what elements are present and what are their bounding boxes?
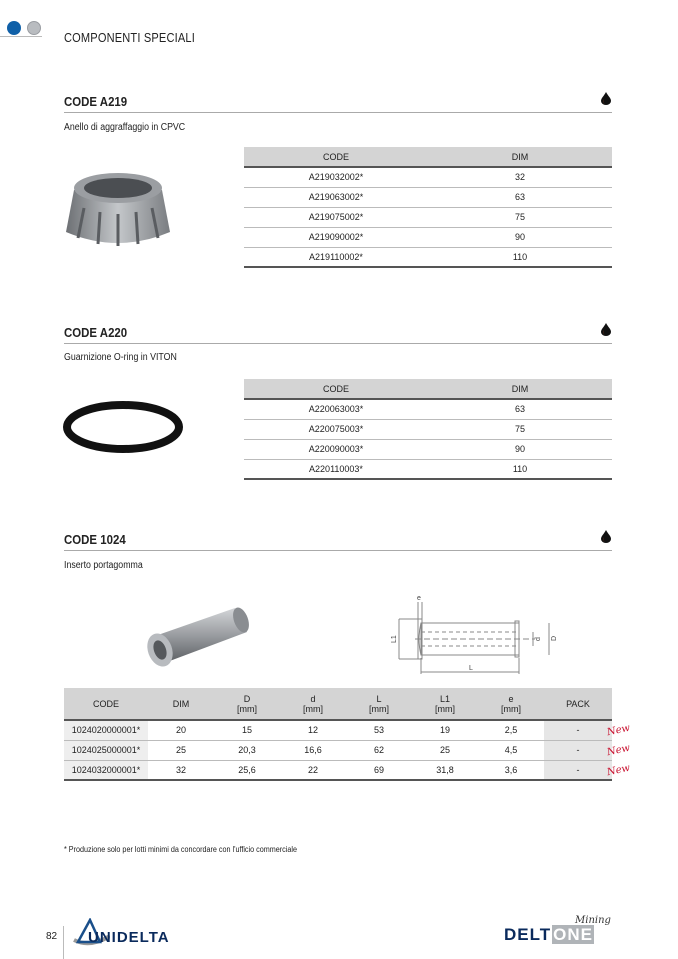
dim-label-l: L bbox=[469, 665, 473, 672]
crimp-ring-image bbox=[64, 168, 172, 248]
dim-cell: 32 bbox=[428, 167, 612, 187]
dim-cell: 110 bbox=[428, 459, 612, 479]
code-cell: A220063003* bbox=[244, 399, 428, 419]
page-number: 82 bbox=[46, 931, 58, 942]
dim-cell: 110 bbox=[428, 247, 612, 267]
column-header bbox=[346, 688, 412, 720]
section-subtitle: Guarnizione O-ring in VITON bbox=[64, 352, 177, 363]
hose-insert-image bbox=[143, 602, 253, 672]
column-header bbox=[148, 688, 214, 720]
value-cell: 12 bbox=[280, 720, 346, 740]
section-title: CODE A220 bbox=[64, 325, 128, 340]
column-label: e bbox=[508, 693, 514, 704]
page-title: COMPONENTI SPECIALI bbox=[64, 30, 195, 45]
column-label: DIM bbox=[172, 698, 190, 709]
column-label: L1 bbox=[439, 693, 450, 704]
table-row bbox=[244, 167, 612, 187]
column-header bbox=[214, 688, 280, 720]
code-cell: 1024020000001* bbox=[64, 720, 148, 740]
column-unit: [mm] bbox=[501, 703, 521, 714]
table-row bbox=[244, 247, 612, 267]
code-cell: A220090003* bbox=[244, 439, 428, 459]
table-row bbox=[244, 459, 612, 479]
dim-cell: 90 bbox=[428, 227, 612, 247]
divider bbox=[63, 926, 64, 959]
section-title: CODE 1024 bbox=[64, 532, 126, 547]
table-row bbox=[64, 720, 612, 740]
column-label: D bbox=[243, 693, 251, 704]
table-header-row bbox=[244, 147, 612, 167]
column-unit: [mm] bbox=[237, 703, 257, 714]
divider bbox=[64, 343, 612, 344]
o-ring-image bbox=[62, 400, 184, 454]
column-unit: [mm] bbox=[369, 703, 389, 714]
new-badge: New bbox=[606, 742, 632, 759]
code-cell: A219075002* bbox=[244, 207, 428, 227]
column-label: d bbox=[310, 693, 316, 704]
column-header bbox=[544, 688, 612, 720]
pack-cell: - bbox=[544, 720, 612, 740]
value-cell: 25,6 bbox=[214, 760, 280, 780]
value-cell: 22 bbox=[280, 760, 346, 780]
code-cell: A219110002* bbox=[244, 247, 428, 267]
divider bbox=[64, 112, 612, 113]
value-cell: 31,8 bbox=[412, 760, 478, 780]
column-header: DIM bbox=[428, 147, 612, 167]
table-row bbox=[244, 187, 612, 207]
drop-icon bbox=[601, 530, 611, 543]
value-cell: 53 bbox=[346, 720, 412, 740]
unidelta-logo: UNIDELTA bbox=[88, 929, 170, 946]
pack-cell: - bbox=[544, 760, 612, 780]
column-header bbox=[64, 688, 148, 720]
dim-label-e: e bbox=[417, 595, 421, 602]
code-table-a219 bbox=[244, 147, 612, 268]
column-unit: [mm] bbox=[303, 703, 323, 714]
code-cell: A220110003* bbox=[244, 459, 428, 479]
dim-cell: 75 bbox=[428, 207, 612, 227]
drop-icon bbox=[601, 92, 611, 105]
drop-icon bbox=[601, 323, 611, 336]
code-cell: A219032002* bbox=[244, 167, 428, 187]
footnote: * Produzione solo per lotti minimi da concordare con l'ufficio commerciale bbox=[64, 845, 297, 854]
code-table-1024 bbox=[64, 688, 612, 781]
column-header bbox=[280, 688, 346, 720]
value-cell: 3,6 bbox=[478, 760, 544, 780]
code-cell: 1024025000001* bbox=[64, 740, 148, 760]
value-cell: 20,3 bbox=[214, 740, 280, 760]
column-unit: [mm] bbox=[435, 703, 455, 714]
dim-cell: 75 bbox=[428, 419, 612, 439]
value-cell: 2,5 bbox=[478, 720, 544, 740]
dim-label-d-outer: D bbox=[551, 635, 558, 641]
blue-dot-icon bbox=[7, 21, 21, 35]
pack-cell: - bbox=[544, 740, 612, 760]
table-row bbox=[244, 399, 612, 419]
technical-drawing bbox=[385, 592, 565, 678]
column-label: PACK bbox=[566, 698, 590, 709]
column-header: CODE bbox=[244, 147, 428, 167]
new-badge: New bbox=[606, 722, 632, 739]
divider bbox=[0, 36, 42, 37]
section-subtitle: Anello di aggraffaggio in CPVC bbox=[64, 122, 186, 133]
section-title: CODE A219 bbox=[64, 94, 128, 109]
value-cell: 16,6 bbox=[280, 740, 346, 760]
value-cell: 25 bbox=[412, 740, 478, 760]
value-cell: 20 bbox=[148, 720, 214, 740]
new-badge: New bbox=[606, 762, 632, 779]
column-label: CODE bbox=[92, 698, 119, 709]
mining-tag: Mining bbox=[575, 915, 611, 926]
value-cell: 32 bbox=[148, 760, 214, 780]
value-cell: 25 bbox=[148, 740, 214, 760]
dim-cell: 63 bbox=[428, 187, 612, 207]
dim-label-d-inner: d bbox=[535, 637, 542, 641]
value-cell: 15 bbox=[214, 720, 280, 740]
dim-cell: 63 bbox=[428, 399, 612, 419]
table-header-row bbox=[244, 379, 612, 399]
table-header-row bbox=[64, 688, 612, 720]
value-cell: 62 bbox=[346, 740, 412, 760]
table-row bbox=[64, 760, 612, 780]
column-header: DIM bbox=[428, 379, 612, 399]
code-cell: A219090002* bbox=[244, 227, 428, 247]
value-cell: 4,5 bbox=[478, 740, 544, 760]
column-label: L bbox=[376, 693, 382, 704]
section-subtitle: Inserto portagomma bbox=[64, 560, 143, 571]
table-row bbox=[244, 207, 612, 227]
value-cell: 69 bbox=[346, 760, 412, 780]
code-cell: A220075003* bbox=[244, 419, 428, 439]
divider bbox=[64, 550, 612, 551]
table-row bbox=[244, 227, 612, 247]
table-row bbox=[64, 740, 612, 760]
deltone-logo: DELT ONE bbox=[504, 925, 593, 944]
column-header bbox=[478, 688, 544, 720]
globe-icon bbox=[27, 21, 41, 35]
code-table-a220 bbox=[244, 379, 612, 480]
table-row bbox=[244, 419, 612, 439]
column-header bbox=[412, 688, 478, 720]
value-cell: 19 bbox=[412, 720, 478, 740]
code-cell: 1024032000001* bbox=[64, 760, 148, 780]
dim-label-l1: L1 bbox=[391, 635, 398, 643]
dim-cell: 90 bbox=[428, 439, 612, 459]
code-cell: A219063002* bbox=[244, 187, 428, 207]
table-row bbox=[244, 439, 612, 459]
column-header: CODE bbox=[244, 379, 428, 399]
